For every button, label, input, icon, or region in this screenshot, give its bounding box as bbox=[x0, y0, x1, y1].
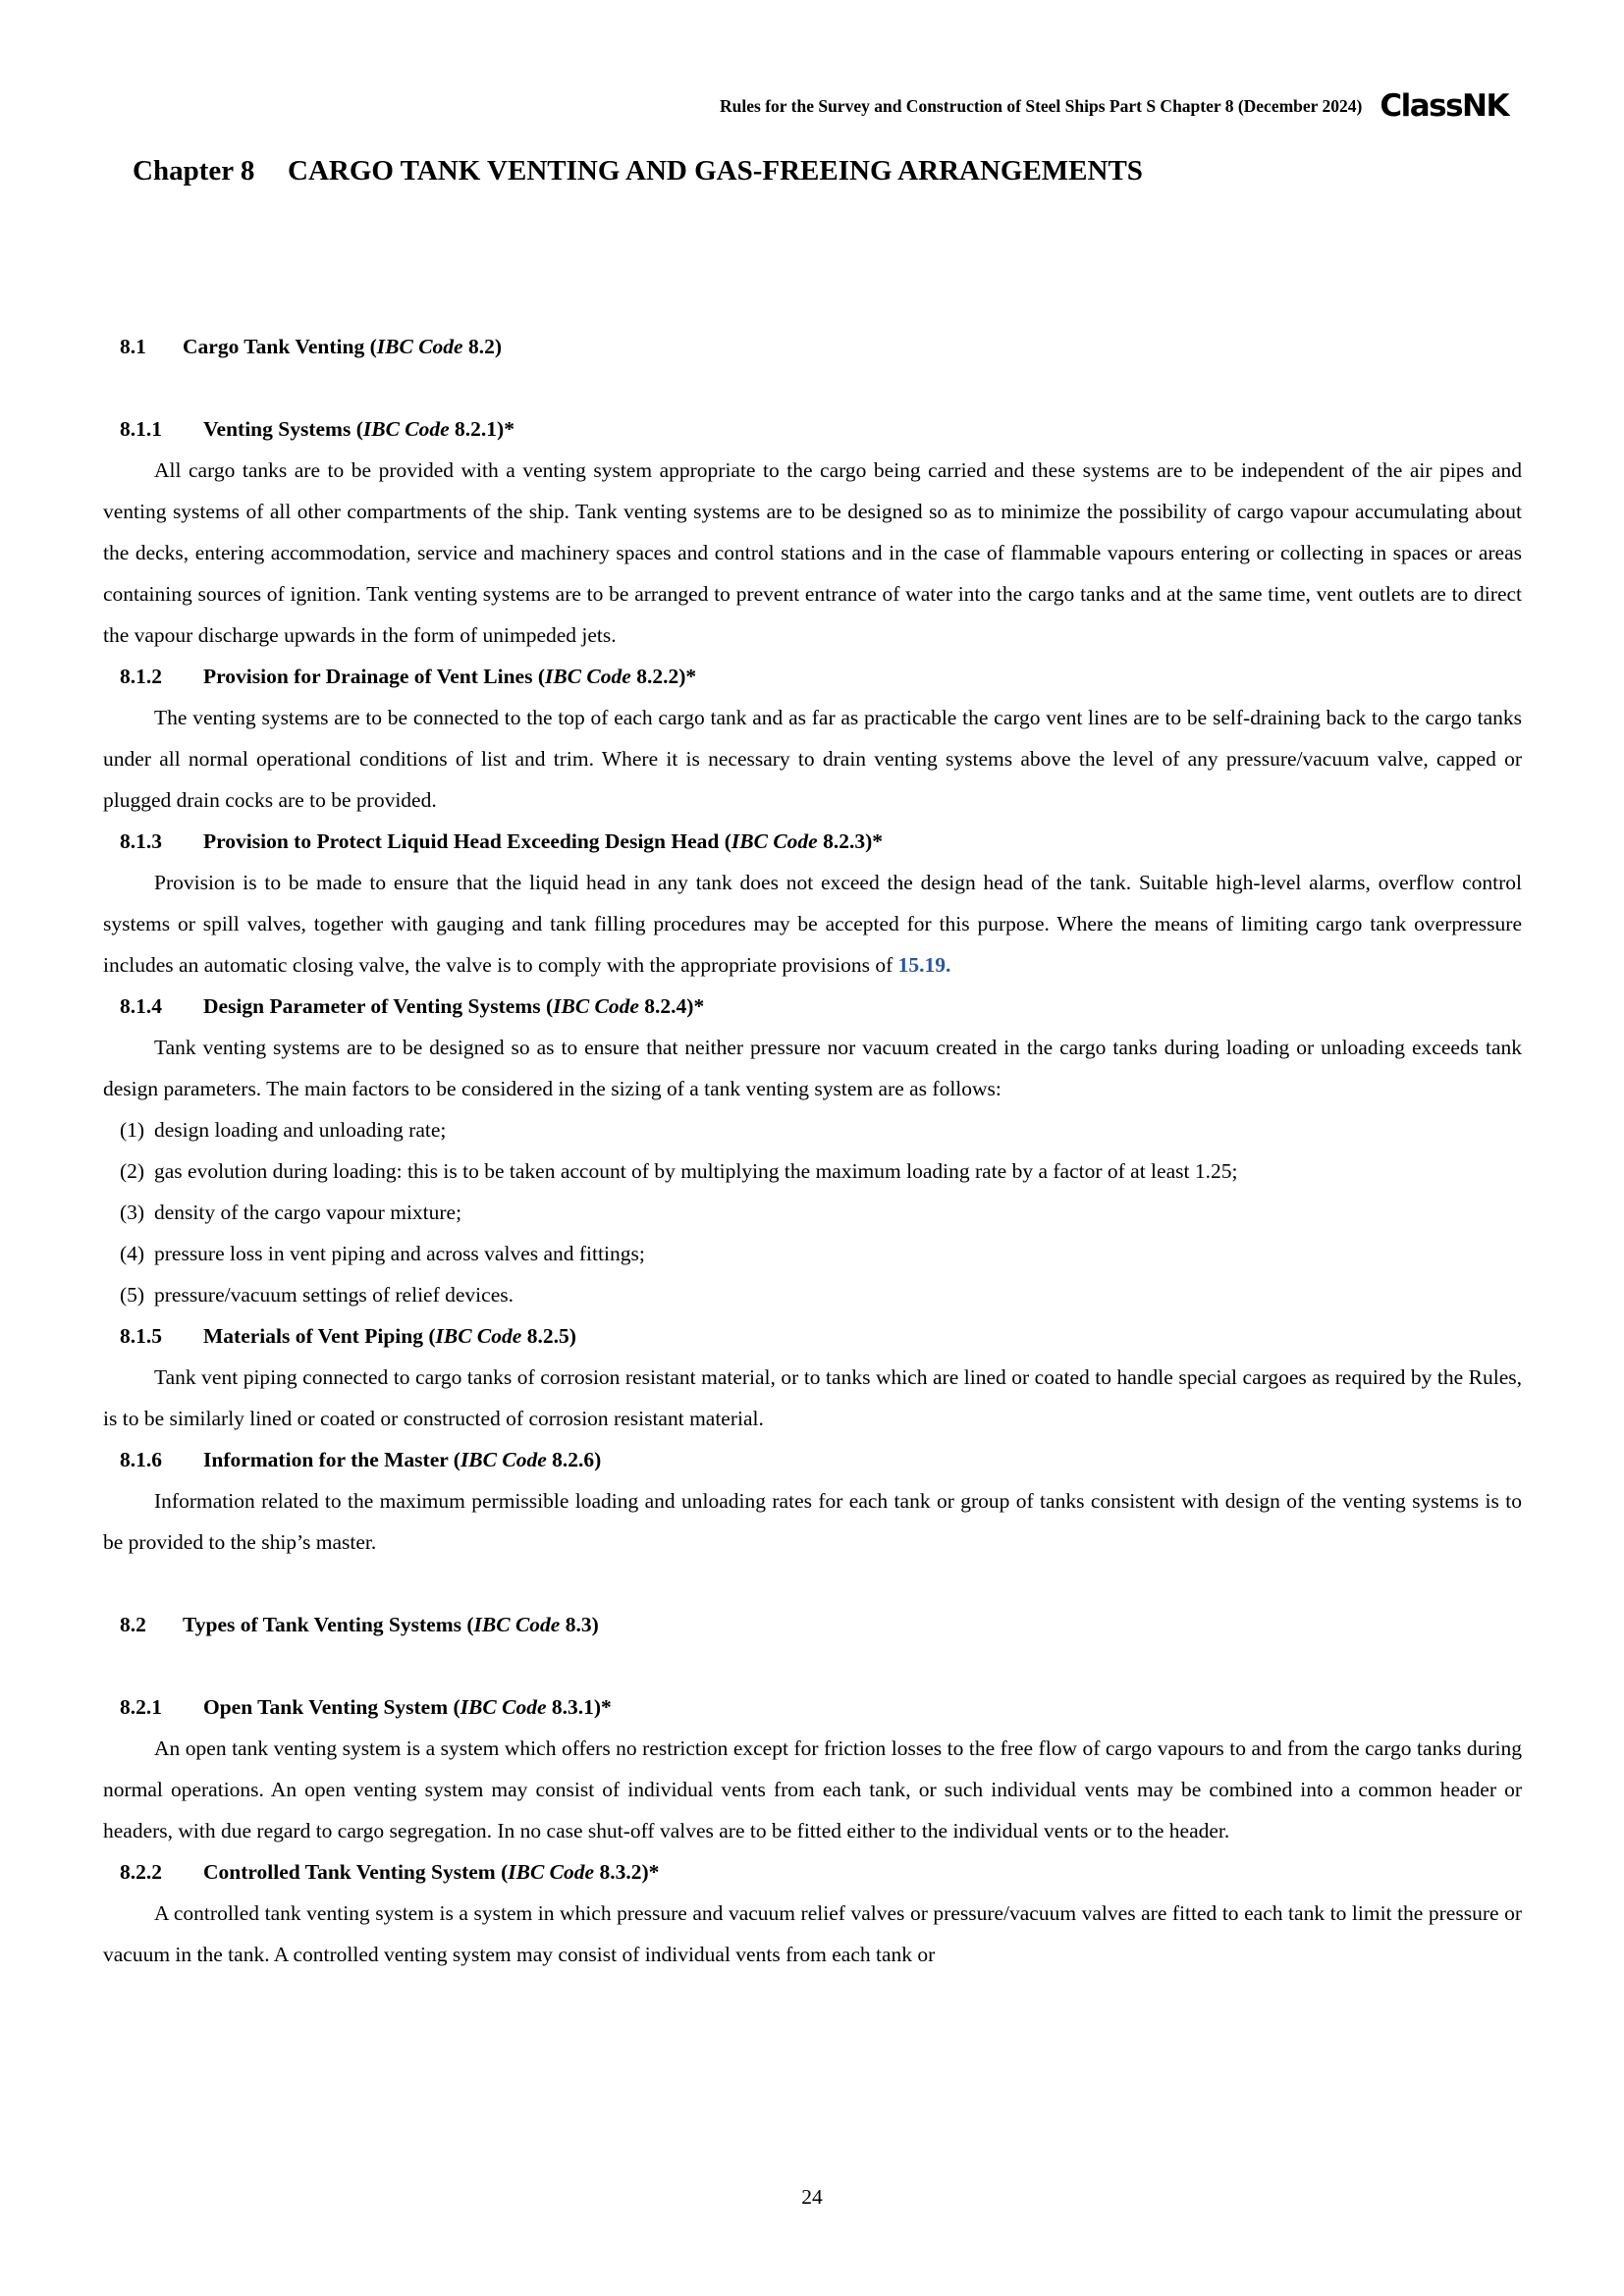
section-heading-8-2-1 bbox=[103, 1686, 1522, 1728]
section-number: 8.2 bbox=[120, 1613, 146, 1636]
section-heading-8-2-2 bbox=[103, 1851, 1522, 1893]
classnk-logo: ClassNK bbox=[1380, 88, 1508, 124]
paragraph-8-1-5: Tank vent piping connected to cargo tanks of corrosion resistant material, or to tanks which are lined or coated to handle special cargoes as required by the Rules, is to be similarly lined or coated or constructed of corrosion resistant material. bbox=[103, 1365, 1522, 1430]
section-title: Venting Systems ( bbox=[203, 417, 363, 441]
section-title: Controlled Tank Venting System ( bbox=[203, 1860, 509, 1884]
list-item bbox=[103, 1192, 1522, 1233]
paragraph-8-1-4: Tank venting systems are to be designed so as to ensure that neither pressure nor vacuum created in the cargo tanks during loading or unloading exceeds tank design parameters. The main factors to be considered in the sizing of a tank venting system are as follows: bbox=[103, 1036, 1522, 1100]
ibc-code-label: IBC Code bbox=[376, 335, 463, 358]
ibc-code-label: IBC Code bbox=[460, 1695, 547, 1719]
section-code-ref: 8.2.3)* bbox=[817, 829, 884, 853]
section-number: 8.1.5 bbox=[120, 1324, 162, 1348]
page-header bbox=[0, 88, 1508, 124]
section-code-ref: 8.2.4)* bbox=[638, 994, 705, 1018]
list-item-number: (4) bbox=[120, 1242, 145, 1265]
list-item bbox=[103, 1233, 1522, 1274]
list-item-number: (1) bbox=[120, 1118, 145, 1142]
section-number: 8.1.3 bbox=[120, 829, 162, 853]
paragraph-8-1-2: The venting systems are to be connected to the top of each cargo tank and as far as practicable the cargo vent lines are to be self-draining back to the cargo tanks under all normal operational conditions of list and trim. Where it is necessary to drain venting systems above the level of any pressure/vacuum valve, capped or plugged drain cocks are to be provided. bbox=[103, 706, 1522, 812]
section-code-ref: 8.2.5) bbox=[521, 1324, 576, 1348]
section-number: 8.2.1 bbox=[120, 1695, 162, 1719]
section-title: Types of Tank Venting Systems ( bbox=[183, 1613, 474, 1636]
list-item-text: design loading and unloading rate; bbox=[154, 1118, 447, 1142]
paragraph-8-2-1: An open tank venting system is a system which offers no restriction except for friction losses to the free flow of cargo vapours to and from the cargo tanks during normal operations. An open venting system may consist of individual vents from each tank, or such individual vents may be combined into a common header or headers, with due regard to cargo segregation. In no case shut-off valves are to be fitted either to the individual vents or to the header. bbox=[103, 1736, 1522, 1842]
ibc-code-label: IBC Code bbox=[545, 665, 631, 688]
list-item bbox=[103, 1150, 1522, 1192]
list-item-text: pressure/vacuum settings of relief devices. bbox=[154, 1283, 514, 1307]
section-heading-8-1-4 bbox=[103, 986, 1522, 1027]
section-number: 8.2.2 bbox=[120, 1860, 162, 1884]
chapter-label: Chapter 8 bbox=[133, 155, 255, 187]
section-code-ref: 8.3.1)* bbox=[546, 1695, 612, 1719]
running-header-title: Rules for the Survey and Construction of Steel Ships Part S Chapter 8 (December 2024) bbox=[720, 96, 1363, 116]
section-number: 8.1 bbox=[120, 335, 146, 358]
ibc-code-label: IBC Code bbox=[473, 1613, 561, 1636]
section-number: 8.1.2 bbox=[120, 665, 162, 688]
section-heading-8-1-3 bbox=[103, 821, 1522, 862]
numbered-list bbox=[103, 1109, 1522, 1315]
section-code-ref: 8.2.2)* bbox=[630, 665, 697, 688]
section-heading-8-1-5 bbox=[103, 1315, 1522, 1357]
ibc-code-label: IBC Code bbox=[731, 829, 818, 853]
section-code-ref: 8.3.2)* bbox=[594, 1860, 660, 1884]
chapter-heading bbox=[133, 155, 1521, 187]
section-heading-8-1-2 bbox=[103, 656, 1522, 697]
section-title: Cargo Tank Venting ( bbox=[183, 335, 377, 358]
list-item-text: gas evolution during loading: this is to be taken account of by multiplying the maximum loading rate by a factor of at least 1.25; bbox=[154, 1159, 1238, 1183]
section-code-ref: 8.3) bbox=[560, 1613, 599, 1636]
list-item-number: (3) bbox=[120, 1201, 145, 1224]
section-code-ref: 8.2.6) bbox=[546, 1448, 602, 1471]
list-item-number: (2) bbox=[120, 1159, 145, 1183]
section-heading-8-1 bbox=[103, 326, 1522, 367]
chapter-title: CARGO TANK VENTING AND GAS-FREEING ARRANGEMENTS bbox=[288, 155, 1143, 187]
section-number: 8.1.1 bbox=[120, 417, 162, 441]
section-title: Provision for Drainage of Vent Lines ( bbox=[203, 665, 545, 688]
section-title: Design Parameter of Venting Systems ( bbox=[203, 994, 554, 1018]
section-heading-8-1-6 bbox=[103, 1439, 1522, 1480]
list-item-text: pressure loss in vent piping and across valves and fittings; bbox=[154, 1242, 645, 1265]
paragraph-8-2-2: A controlled tank venting system is a system in which pressure and vacuum relief valves or pressure/vacuum valves are fitted to each tank to limit the pressure or vacuum in the tank. A controlled venting system may consist of individual vents from each tank or bbox=[103, 1901, 1522, 1966]
paragraph-8-1-1: All cargo tanks are to be provided with a venting system appropriate to the cargo being carried and these systems are to be independent of the air pipes and venting systems of all other compartments of the ship. Tank venting systems are to be designed so as to minimize the possibility of cargo vapour accumulating about the decks, entering accommodation, service and machinery spaces and control stations and in the case of flammable vapours entering or collecting in spaces or areas containing sources of ignition. Tank venting systems are to be arranged to prevent entrance of water into the cargo tanks and at the same time, vent outlets are to direct the vapour discharge upwards in the form of unimpeded jets. bbox=[103, 458, 1522, 647]
section-code-ref: 8.2.1)* bbox=[449, 417, 514, 441]
list-item bbox=[103, 1109, 1522, 1150]
section-title: Information for the Master ( bbox=[203, 1448, 460, 1471]
ibc-code-label: IBC Code bbox=[553, 994, 639, 1018]
section-title: Open Tank Venting System ( bbox=[203, 1695, 460, 1719]
document-body bbox=[103, 326, 1522, 1975]
list-item-number: (5) bbox=[120, 1283, 145, 1307]
section-title: Provision to Protect Liquid Head Exceeding Design Head ( bbox=[203, 829, 731, 853]
paragraph-8-1-3 bbox=[103, 862, 1522, 986]
page-number: 24 bbox=[801, 2185, 823, 2209]
section-heading-8-1-1 bbox=[103, 408, 1522, 450]
section-number: 8.1.6 bbox=[120, 1448, 162, 1471]
paragraph-8-1-6: Information related to the maximum permissible loading and unloading rates for each tank or group of tanks consistent with design of the venting systems is to be provided to the ship’s master. bbox=[103, 1489, 1522, 1554]
ibc-code-label: IBC Code bbox=[508, 1860, 595, 1884]
cross-reference-link-15-19[interactable]: 15.19. bbox=[897, 953, 951, 977]
list-item bbox=[103, 1274, 1522, 1315]
section-heading-8-2 bbox=[103, 1604, 1522, 1645]
ibc-code-label: IBC Code bbox=[460, 1448, 547, 1471]
section-title: Materials of Vent Piping ( bbox=[203, 1324, 436, 1348]
paragraph-text: Provision is to be made to ensure that the liquid head in any tank does not exceed the design head of the tank. Suitable high-level alarms, overflow control systems or spill valves, together with gauging and tank filling procedures may be accepted for this purpose. Where the means of limiting cargo tank overpressure includes an automatic closing valve, the valve is to comply with the appropriate provisions of bbox=[103, 871, 1522, 977]
section-code-ref: 8.2) bbox=[462, 335, 502, 358]
list-item-text: density of the cargo vapour mixture; bbox=[154, 1201, 462, 1224]
ibc-code-label: IBC Code bbox=[435, 1324, 522, 1348]
section-number: 8.1.4 bbox=[120, 994, 162, 1018]
ibc-code-label: IBC Code bbox=[362, 417, 450, 441]
